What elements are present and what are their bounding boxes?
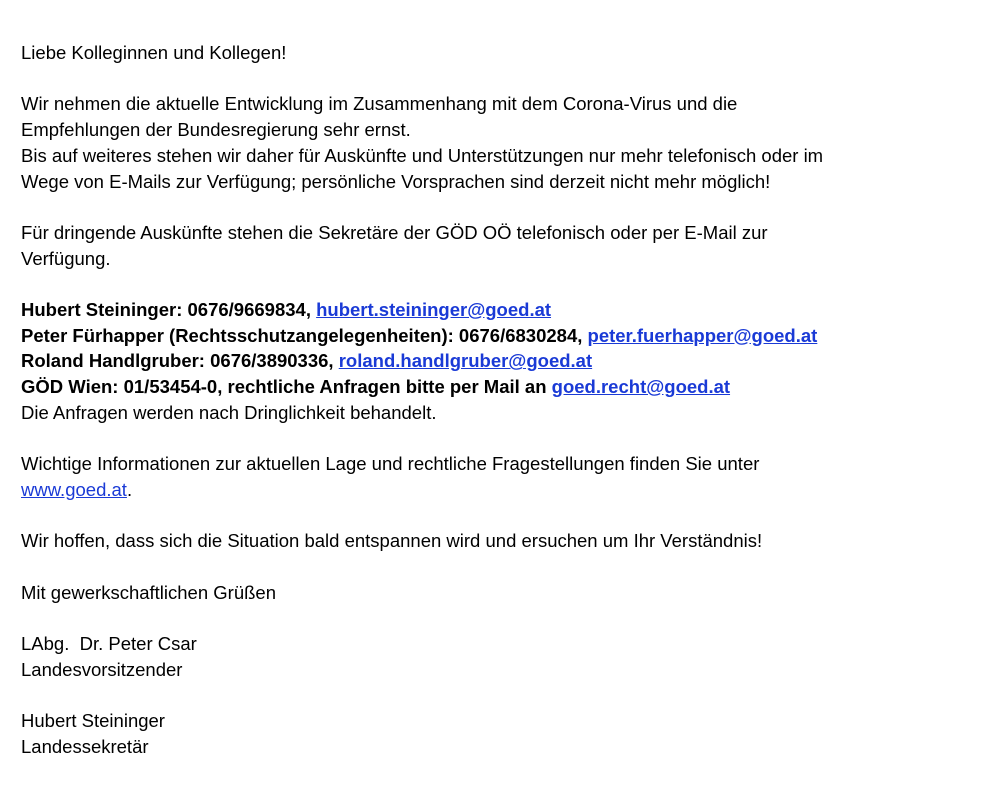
- info-period: .: [126, 478, 133, 500]
- signature-role: Landessekretär: [21, 735, 149, 757]
- info-paragraph: [21, 451, 981, 502]
- closing-paragraph: [21, 580, 981, 606]
- info-line-2: [21, 477, 981, 503]
- email-link-fuerhapper[interactable]: peter.fuerhapper@goed.at: [587, 324, 818, 346]
- hope-text: Wir hoffen, dass sich die Situation bald entspannen wird und ersuchen um Ihr Verständnis!: [21, 530, 763, 552]
- contact-goed-wien: [21, 374, 981, 400]
- letter-body: [21, 40, 981, 785]
- intro-line-3: Bis auf weiteres stehen wir daher für Auskünfte und Unterstützungen nur mehr telefonisch oder im: [21, 144, 824, 166]
- urgent-line-2: Verfügung.: [21, 247, 111, 269]
- hope-paragraph: [21, 528, 981, 554]
- contact-steininger: [21, 297, 981, 323]
- urgent-line-1: Für dringende Auskünfte stehen die Sekretäre der GÖD OÖ telefonisch oder per E-Mail zur: [21, 221, 768, 243]
- signature-role: Landesvorsitzender: [21, 658, 183, 680]
- urgent-paragraph: [21, 220, 981, 271]
- greeting-text: Liebe Kolleginnen und Kollegen!: [21, 42, 287, 63]
- intro-line-4: Wege von E-Mails zur Verfügung; persönliche Vorsprachen sind derzeit nicht mehr möglich!: [21, 170, 771, 192]
- contact-fuerhapper: [21, 323, 981, 349]
- signature-name: Hubert Steininger: [21, 710, 165, 732]
- email-link-handlgruber[interactable]: roland.handlgruber@goed.at: [338, 350, 593, 372]
- intro-line-2: Empfehlungen der Bundesregierung sehr ernst.: [21, 119, 411, 141]
- priority-note: Die Anfragen werden nach Dringlichkeit behandelt.: [21, 401, 437, 423]
- website-link[interactable]: www.goed.at: [21, 478, 127, 500]
- intro-line-1: Wir nehmen die aktuelle Entwicklung im Zusammenhang mit dem Corona-Virus und die: [21, 93, 738, 115]
- contacts-block: [21, 297, 981, 426]
- contact-handlgruber: [21, 348, 981, 374]
- contact-text: Peter Fürhapper (Rechtsschutzangelegenheiten): 0676/6830284,: [21, 324, 588, 346]
- contact-text: GÖD Wien: 01/53454-0, rechtliche Anfragen bitte per Mail an: [21, 376, 552, 398]
- signature-csar: [21, 631, 981, 682]
- greeting: [21, 40, 981, 66]
- contact-text: Roland Handlgruber: 0676/3890336,: [21, 350, 339, 372]
- email-link-steininger[interactable]: hubert.steininger@goed.at: [316, 298, 552, 320]
- info-line-1: Wichtige Informationen zur aktuellen Lage und rechtliche Fragestellungen finden Sie unter: [21, 453, 760, 475]
- signature-steininger: [21, 708, 981, 759]
- intro-paragraph: [21, 91, 981, 194]
- email-link-goed-recht[interactable]: goed.recht@goed.at: [551, 376, 731, 398]
- signature-name: LAbg. Dr. Peter Csar: [21, 633, 197, 655]
- contact-text: Hubert Steininger: 0676/9669834,: [21, 298, 317, 320]
- closing-text: Mit gewerkschaftlichen Grüßen: [21, 581, 276, 603]
